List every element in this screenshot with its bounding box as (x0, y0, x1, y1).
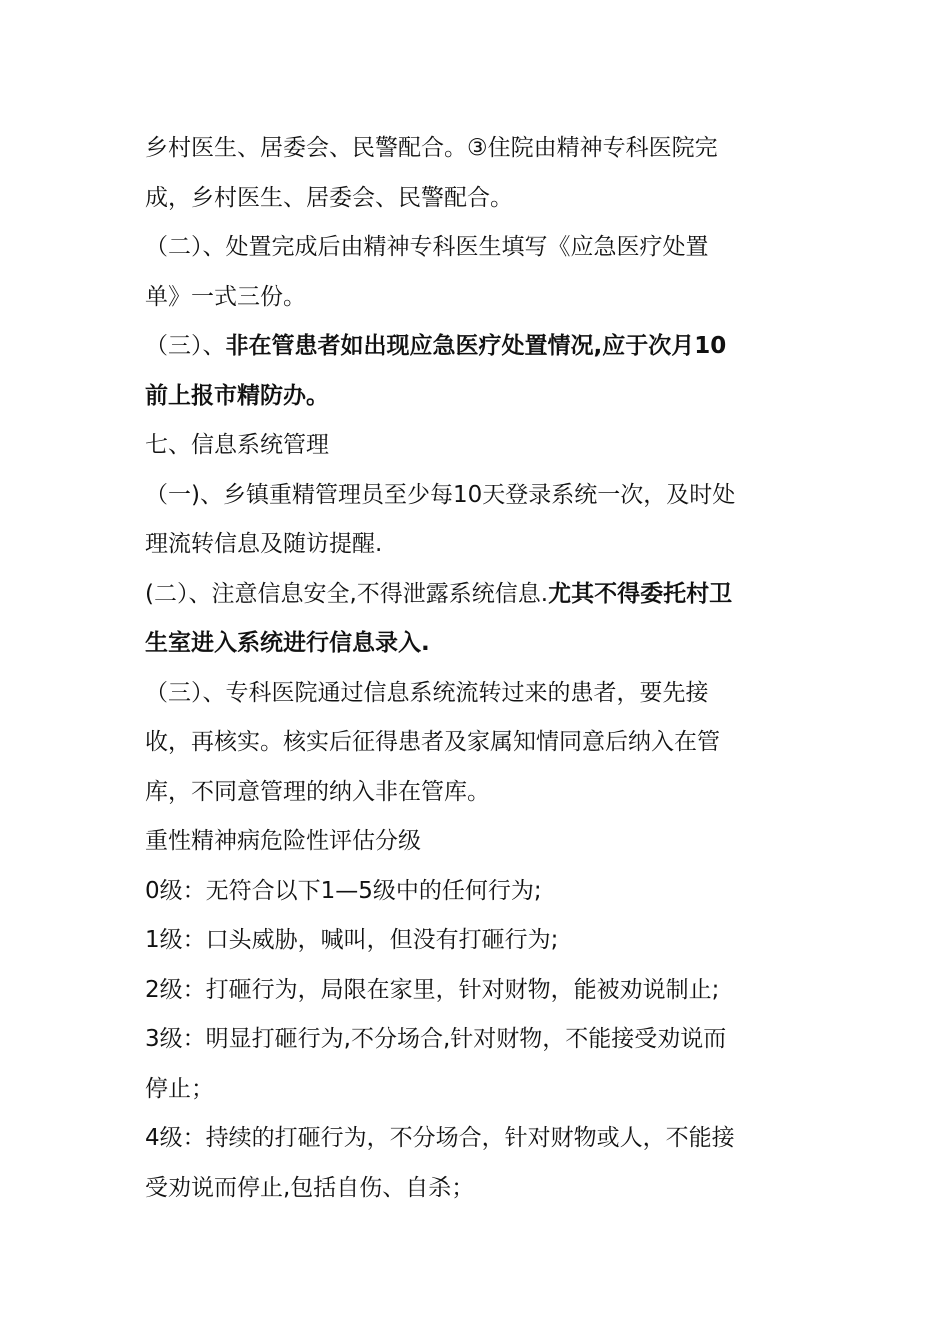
bold-text-run: 尤其不得委托村卫 (548, 580, 733, 607)
text-run: 3级：明显打砸行为,不分场合,针对财物，不能接受劝说而 (145, 1026, 727, 1052)
text-run: （二）、处置完成后由精神专科医生填写《应急医疗处置 (145, 234, 709, 260)
text-line (145, 916, 810, 966)
text-run: 理流转信息及随访提醒. (145, 531, 383, 557)
text-line (145, 1065, 810, 1115)
text-run: 2级：打砸行为，局限在家里，针对财物，能被劝说制止; (145, 976, 720, 1003)
text-run: 受劝说而停止,包括自伤、自杀； (145, 1174, 475, 1201)
text-run: 收，再核实。核实后征得患者及家属知情同意后纳入在管 (145, 729, 720, 755)
text-line (145, 124, 810, 174)
bold-text-run: 非在管患者如出现应急医疗处置情况,应于次月10 (225, 333, 727, 359)
text-line (145, 1164, 810, 1214)
text-run: 0级：无符合以下1—5级中的任何行为; (145, 877, 542, 904)
text-line (145, 768, 810, 818)
text-line (145, 372, 810, 422)
text-run: 1级：口头威胁，喊叫，但没有打砸行为; (145, 927, 559, 953)
text-run: 库，不同意管理的纳入非在管库。 (145, 778, 490, 805)
text-line (145, 471, 810, 521)
text-line (145, 867, 810, 917)
text-line (145, 570, 810, 620)
text-run: 重性精神病危险性评估分级 (145, 828, 421, 854)
section-heading (145, 817, 810, 867)
text-line (145, 322, 810, 372)
bold-text-run: 前上报市精防办。 (145, 382, 329, 409)
section-heading (145, 421, 810, 471)
text-line (145, 1015, 810, 1065)
text-run: （一)、乡镇重精管理员至少每10天登录系统一次，及时处 (145, 481, 736, 508)
document-body (145, 124, 810, 1213)
text-run: 停止； (145, 1075, 214, 1102)
text-line (145, 966, 810, 1016)
text-line (145, 273, 810, 323)
text-line (145, 619, 810, 669)
text-run: （三）、 (145, 333, 226, 359)
text-line (145, 669, 810, 719)
text-run: 单》一式三份。 (145, 283, 306, 310)
text-run: 七、信息系统管理 (145, 432, 329, 458)
text-line (145, 520, 810, 570)
text-run: 4级：持续的打砸行为，不分场合，针对财物或人，不能接 (145, 1125, 735, 1151)
text-line (145, 718, 810, 768)
text-line (145, 174, 810, 224)
text-line (145, 223, 810, 273)
text-line (145, 1114, 810, 1164)
text-run: 乡村医生、居委会、民警配合。③住院由精神专科医院完 (145, 135, 718, 161)
bold-text-run: 生室进入系统进行信息录入. (145, 630, 430, 656)
text-run: 成，乡村医生、居委会、民警配合。 (145, 184, 513, 211)
text-run: （三）、专科医院通过信息系统流转过来的患者，要先接 (145, 679, 709, 706)
text-run: (二）、注意信息安全,不得泄露系统信息. (145, 580, 549, 607)
